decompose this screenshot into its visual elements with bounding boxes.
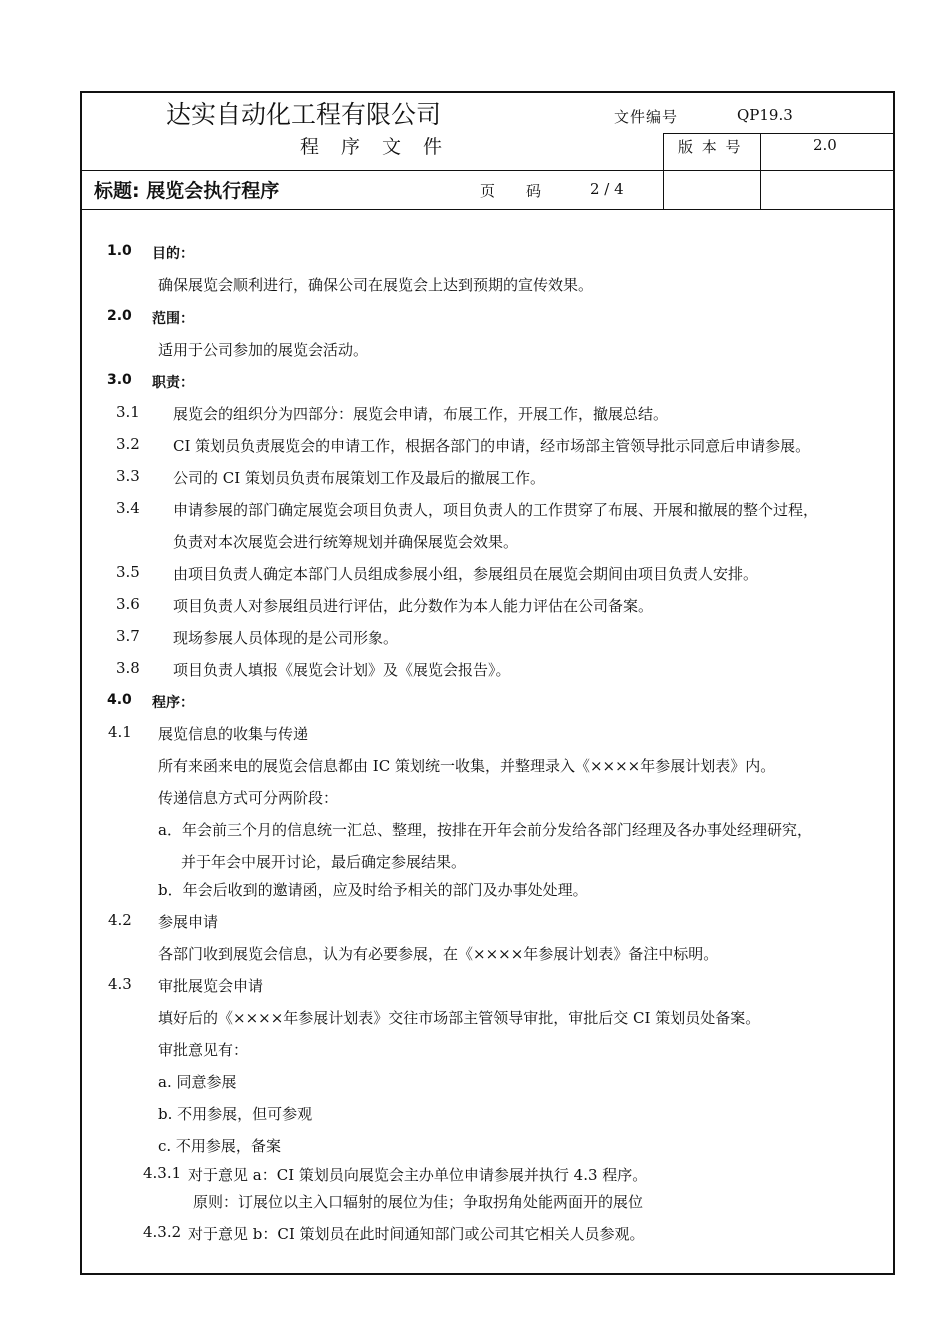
section-number: 2.0 — [107, 308, 132, 324]
header-divider-2 — [80, 170, 895, 171]
paragraph-line: 传递信息方式可分两阶段： — [158, 789, 339, 807]
paragraph-line: 审批展览会申请 — [158, 977, 264, 995]
section-number: 4.3.1 — [143, 1164, 182, 1182]
paragraph-line: 申请参展的部门确定展览会项目负责人，项目负责人的工作贯穿了布展、开展和撤展的整个过程， — [173, 501, 819, 519]
section-number: 4.2 — [108, 911, 132, 929]
section-number: 3.2 — [116, 435, 140, 453]
section-number: 3.3 — [116, 467, 140, 485]
document-frame — [80, 91, 895, 1275]
paragraph-line: b. 不用参展，但可参观 — [158, 1105, 313, 1123]
paragraph-line: b．年会后收到的邀请函，应及时给予相关的部门及办事处处理。 — [158, 881, 588, 899]
paragraph-line: 审批意见有： — [158, 1041, 249, 1059]
paragraph-line: 由项目负责人确定本部门人员组成参展小组，参展组员在展览会期间由项目负责人安排。 — [173, 565, 759, 583]
section-heading: 范围： — [152, 311, 194, 327]
section-number: 3.5 — [116, 563, 140, 581]
section-number: 3.6 — [116, 595, 140, 613]
section-number: 4.3.2 — [143, 1223, 182, 1241]
paragraph-line: 各部门收到展览会信息，认为有必要参展，在《××××年参展计划表》备注中标明。 — [158, 945, 719, 963]
version-number: 2.0 — [813, 136, 837, 154]
section-number: 3.4 — [116, 499, 140, 517]
header-divider-right-1 — [663, 133, 895, 134]
paragraph-line: 确保展览会顺利进行，确保公司在展览会上达到预期的宣传效果。 — [158, 276, 594, 294]
paragraph-line: 对于意见 b：CI 策划员在此时间通知部门或公司其它相关人员参观。 — [188, 1225, 645, 1243]
header-divider-3 — [80, 209, 895, 210]
paragraph-line: 项目负责人对参展组员进行评估，此分数作为本人能力评估在公司备案。 — [173, 597, 654, 615]
paragraph-line: 所有来函来电的展览会信息都由 IC 策划统一收集，并整理录入《××××年参展计划表》内。 — [158, 757, 776, 775]
section-number: 3.7 — [116, 627, 140, 645]
page-title: 标题: 展览会执行程序 — [94, 180, 280, 202]
version-label: 版 本 号 — [678, 138, 743, 156]
paragraph-line: 展览信息的收集与传递 — [158, 725, 309, 743]
section-heading: 目的： — [152, 246, 194, 262]
paragraph-line: 填好后的《××××年参展计划表》交往市场部主管领导审批，审批后交 CI 策划员处备案。 — [158, 1009, 761, 1027]
paragraph-line: c. 不用参展，备案 — [158, 1137, 281, 1155]
page-label: 页 码 — [480, 182, 550, 200]
section-number: 4.0 — [107, 692, 132, 708]
paragraph-line: 公司的 CI 策划员负责布展策划工作及最后的撤展工作。 — [173, 469, 545, 487]
section-heading: 职责： — [152, 375, 194, 391]
header-col-line-1 — [663, 133, 664, 209]
paragraph-line: 对于意见 a：CI 策划员向展览会主办单位申请参展并执行 4.3 程序。 — [188, 1166, 648, 1184]
section-number: 3.8 — [116, 659, 140, 677]
document-type: 程序文件 — [300, 136, 465, 158]
section-number: 3.1 — [116, 403, 140, 421]
doc-number-label: 文件编号 — [614, 108, 679, 126]
paragraph-line: CI 策划员负责展览会的申请工作，根据各部门的申请，经市场部主管领导批示同意后申请参展。 — [173, 437, 811, 455]
section-number: 4.1 — [108, 723, 132, 741]
paragraph-line: 负责对本次展览会进行统筹规划并确保展览会效果。 — [173, 533, 519, 551]
paragraph-line: 并于年会中展开讨论，最后确定参展结果。 — [181, 853, 467, 871]
section-number: 1.0 — [107, 243, 132, 259]
company-name: 达实自动化工程有限公司 — [166, 100, 442, 129]
paragraph-line: a．年会前三个月的信息统一汇总、整理，按排在开年会前分发给各部门经理及各办事处经理研究， — [158, 821, 812, 839]
paragraph-line: 参展申请 — [158, 913, 219, 931]
doc-number: QP19.3 — [737, 106, 793, 124]
paragraph-line: 现场参展人员体现的是公司形象。 — [173, 629, 399, 647]
header-col-line-2 — [760, 133, 761, 209]
section-heading: 程序： — [152, 695, 194, 711]
section-number: 3.0 — [107, 372, 132, 388]
page-number: 2 / 4 — [590, 180, 624, 198]
paragraph-line: 项目负责人填报《展览会计划》及《展览会报告》。 — [173, 661, 511, 679]
paragraph-line: 原则：订展位以主入口辐射的展位为佳；争取拐角处能两面开的展位 — [193, 1193, 644, 1211]
paragraph-line: 展览会的组织分为四部分：展览会申请，布展工作，开展工作，撤展总结。 — [173, 405, 669, 423]
paragraph-line: 适用于公司参加的展览会活动。 — [158, 341, 369, 359]
section-number: 4.3 — [108, 975, 132, 993]
paragraph-line: a. 同意参展 — [158, 1073, 237, 1091]
